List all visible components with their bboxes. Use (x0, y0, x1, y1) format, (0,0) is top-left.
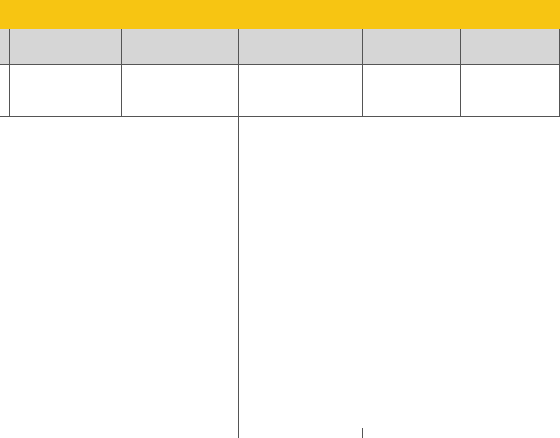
desc-category[interactable] (363, 65, 461, 117)
total-value-cell[interactable] (239, 428, 363, 438)
header-category[interactable] (363, 29, 461, 65)
desc-no-cell[interactable] (0, 65, 10, 117)
keyword-columns-empty-area[interactable] (0, 117, 239, 428)
desc-volume[interactable] (239, 65, 363, 117)
header-keyword[interactable] (10, 29, 122, 65)
header-seo[interactable] (461, 29, 560, 65)
header-no[interactable] (0, 29, 10, 65)
desc-seo[interactable] (461, 65, 560, 117)
header-volume[interactable] (239, 29, 363, 65)
desc-keyword[interactable] (10, 65, 122, 117)
desc-subheading[interactable] (122, 65, 239, 117)
package-banner (0, 0, 560, 29)
header-subheading[interactable] (122, 29, 239, 65)
total-label[interactable] (0, 428, 239, 438)
